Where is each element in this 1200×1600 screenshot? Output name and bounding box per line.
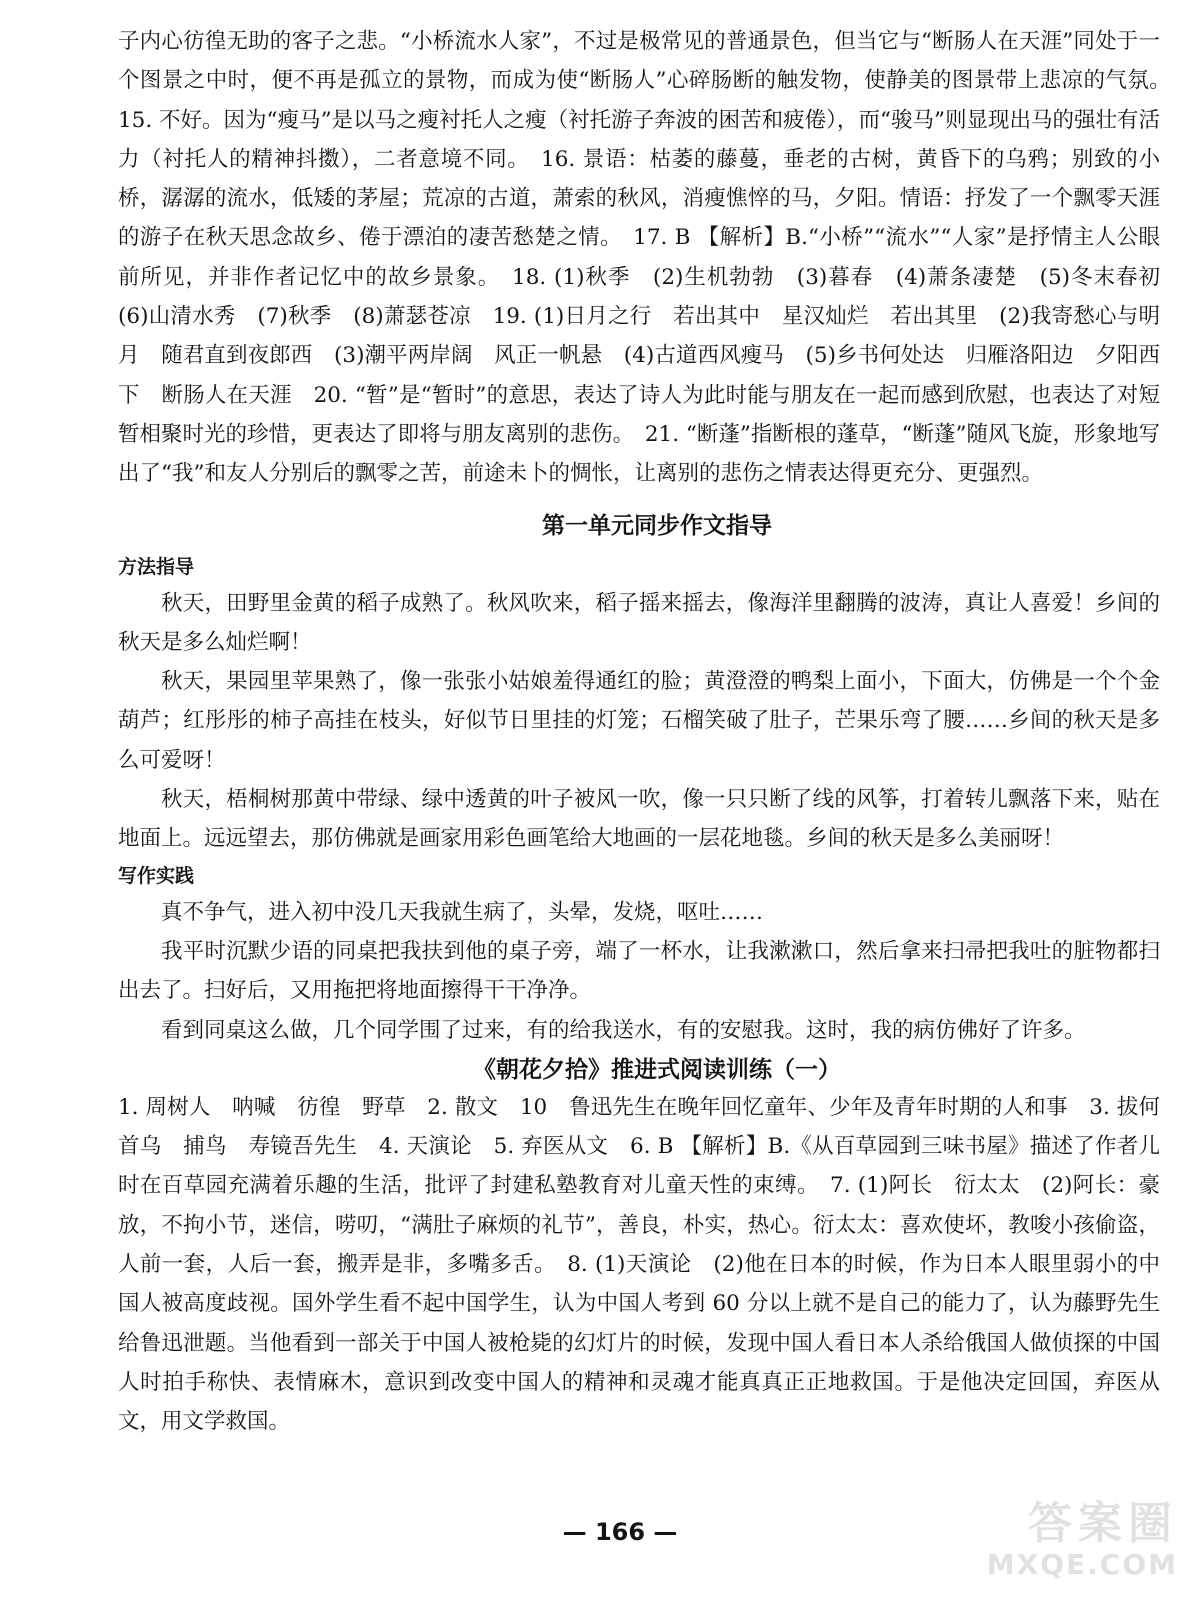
reading-answers-paragraph: 1. 周树人 呐喊 彷徨 野草 2. 散文 10 鲁迅先生在晚年回忆童年、少年及青年时期的人和事 3. 拔何首乌 捕鸟 寿镜吾先生 4. 天演论 5. 弃医从文 6. B 【解析】B.《从百草园到三味书屋》描述了作者儿时在百草园充满着乐趣的生活，批评了封建私塾教育对儿童天性的束缚。 7. (1)阿长 衍太太 (2)阿长：豪放，不拘小节，迷信，唠叨，“满肚子麻烦的礼节”，善良，朴实，热心。衍太太：喜欢使坏，教唆小孩偷盗，人前一套，人后一套，搬弄是非，多嘴多舌。 8. (1)天演论 (2)他在日本的时候，作为日本人眼里弱小的中国人被高度歧视。国外学生看不起中国学生，认为中国人考到 60 分以上就不是自己的能力了，认为藤野先生给鲁迅泄题。当他看到一部关于中国人被枪毙的幻灯片的时候，发现中国人看日本人杀给俄国人做侦探的中国人时拍手称快、表情麻木，意识到改变中国人的精神和灵魂才能真真正正地救国。于是他决定回国，弃医从文，用文学救国。 [118, 1094, 1160, 1435]
page-number: — 166 — [562, 1518, 678, 1546]
method-heading: 方法指导 [118, 555, 195, 578]
page-content [118, 22, 1182, 1442]
watermark-logo [928, 1500, 1178, 1584]
section-title-reading: 《朝花夕拾》推进式阅读训练（一） [473, 1056, 841, 1083]
watermark-bottom-text: MXQE.COM [986, 1548, 1178, 1581]
watermark-top-text: 答案圈 [1028, 1498, 1178, 1549]
method-paragraph: 秋天，田野里金黄的稻子成熟了。秋风吹来，稻子摇来摇去，像海洋里翻腾的波涛，真让人喜爱！乡间的秋天是多么灿烂啊！ [118, 590, 1160, 655]
method-paragraph: 秋天，果园里苹果熟了，像一张张小姑娘羞得通红的脸；黄澄澄的鸭梨上面小，下面大，仿佛是一个个金葫芦；红彤彤的柿子高挂在枝头，好似节日里挂的灯笼；石榴笑破了肚子，芒果乐弯了腰……乡间的秋天是多么可爱呀！ [118, 669, 1160, 773]
practice-paragraph: 我平时沉默少语的同桌把我扶到他的桌子旁，端了一杯水，让我漱漱口，然后拿来扫帚把我吐的脏物都扫出去了。扫好后，又用拖把将地面擦得干干净净。 [118, 938, 1160, 1004]
practice-paragraph: 真不争气，进入初中没几天我就生病了，头晕，发烧，呕吐…… [161, 899, 764, 925]
section-title-composition: 第一单元同步作文指导 [542, 512, 772, 539]
answer-paragraph: 子内心彷徨无助的客子之悲。“小桥流水人家”，不过是极常见的普通景色，但当它与“断肠人在天涯”同处于一个图景之中时，便不再是孤立的景物，而成为使“断肠人”心碎肠断的触发物，使静美的图景带上悲凉的气氛。 15. 不好。因为“瘦马”是以马之瘦衬托人之瘦（衬托游子奔波的困苦和疲倦），而“骏马”则显现出马的强壮有活力（衬托人的精神抖擞），二者意境不同。 16. 景语：枯萎的藤蔓，垂老的古树，黄昏下的乌鸦；别致的小桥，潺潺的流水，低矮的茅屋；荒凉的古道，萧索的秋风，消瘦憔悴的马，夕阳。情语：抒发了一个飘零天涯的游子在秋天思念故乡、倦于漂泊的凄苦愁楚之情。 17. B 【解析】B.“小桥”“流水”“人家”是抒情主人公眼前所见，并非作者记忆中的故乡景象。 18. (1)秋季 (2)生机勃勃 (3)暮春 (4)萧条凄楚 (5)冬末春初 (6)山清水秀 (7)秋季 (8)萧瑟苍凉 19. (1)日月之行 若出其中 星汉灿烂 若出其里 (2)我寄愁心与明月 随君直到夜郎西 (3)潮平两岸阔 风正一帆悬 (4)古道西风瘦马 (5)乡书何处达 归雁洛阳边 夕阳西下 断肠人在天涯 20. “暂”是“暂时”的意思，表达了诗人为此时能与朋友在一起而感到欣慰，也表达了对短暂相聚时光的珍惜，更表达了即将与朋友离别的悲伤。 21. “断蓬”指断根的蓬草，“断蓬”随风飞旋，形象地写出了“我”和友人分别后的飘零之苦，前途未卜的惆怅，让离别的悲伤之情表达得更充分、更强烈。 [118, 29, 1182, 487]
practice-heading: 写作实践 [118, 864, 195, 887]
practice-paragraph: 看到同桌这么做，几个同学围了过来，有的给我送水，有的安慰我。这时，我的病仿佛好了许多。 [161, 1017, 1086, 1043]
method-paragraph: 秋天，梧桐树那黄中带绿、绿中透黄的叶子被风一吹，像一只只断了线的风筝，打着转儿飘落下来，贴在地面上。远远望去，那仿佛就是画家用彩色画笔给大地画的一层花地毯。乡间的秋天是多么美丽呀！ [118, 787, 1160, 852]
